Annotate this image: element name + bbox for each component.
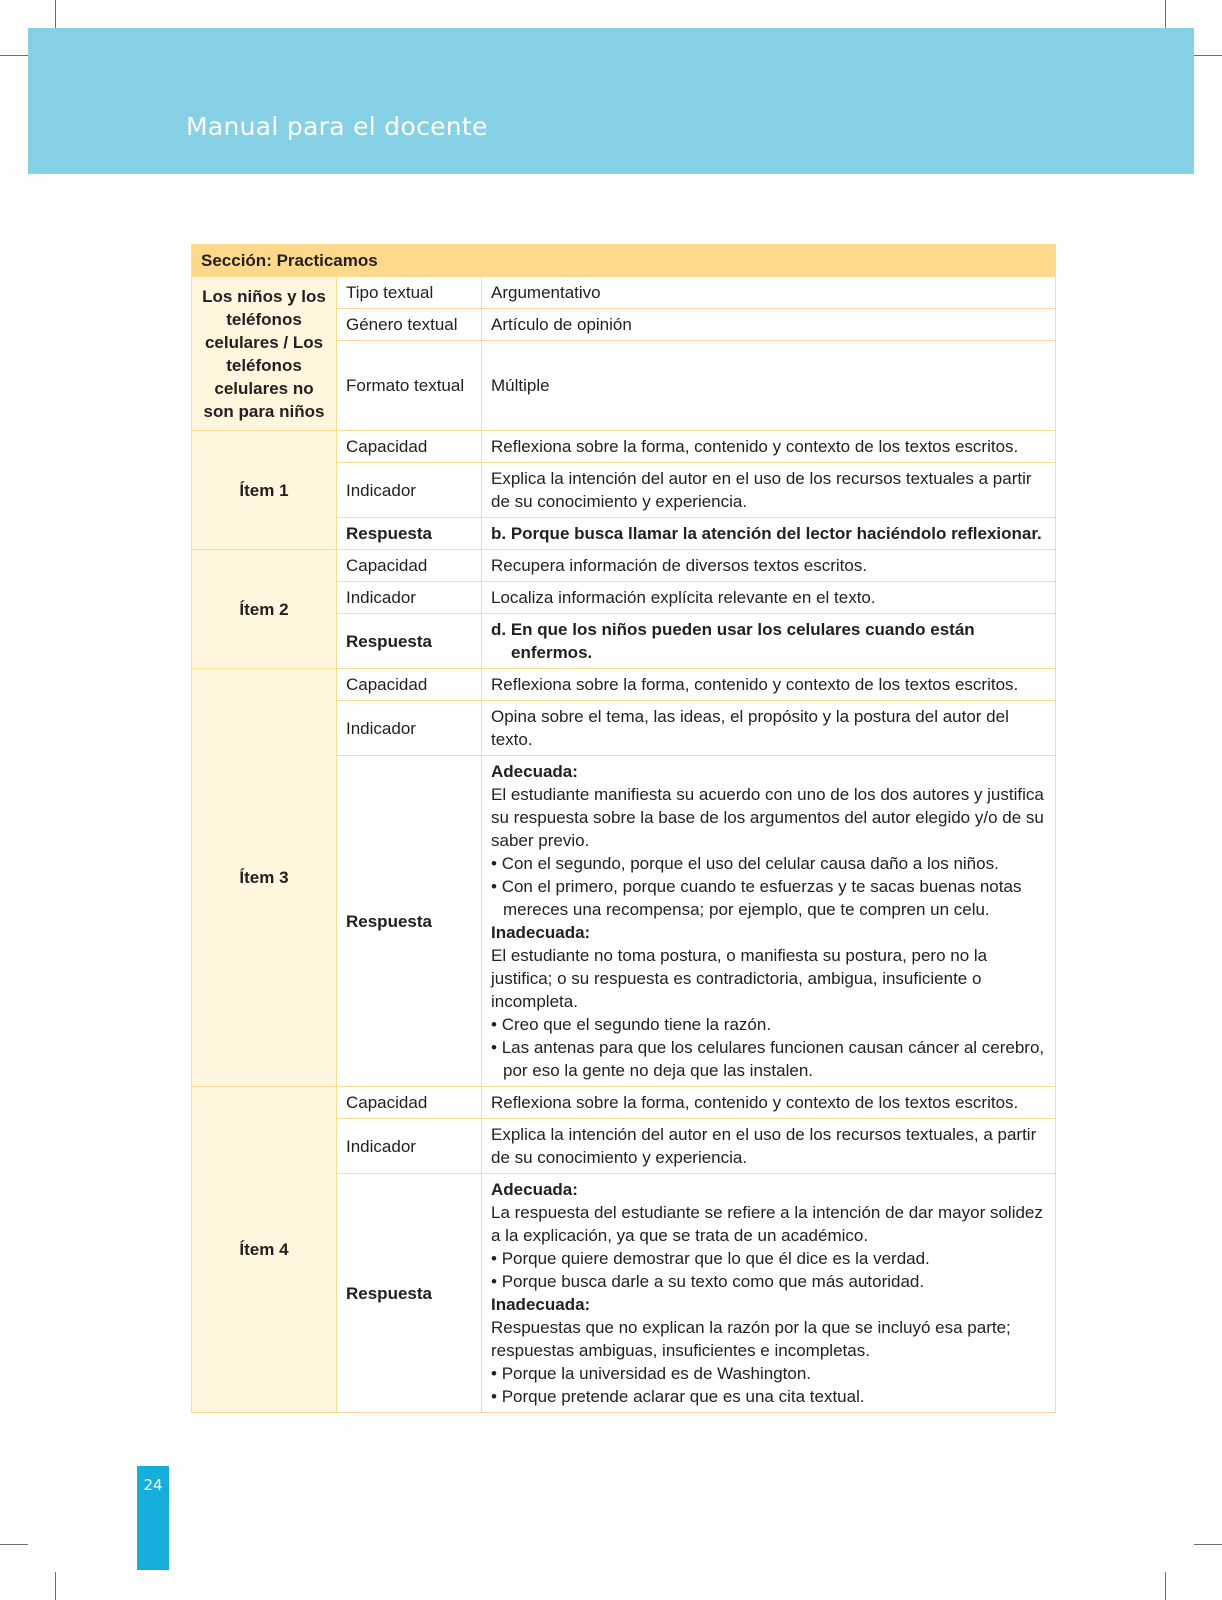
inadecuada-bullet: • Porque pretende aclarar que es una cita textual. xyxy=(491,1387,865,1406)
bullet-text: Porque busca darle a su texto como que más autoridad. xyxy=(501,1272,925,1291)
respuesta-cell xyxy=(482,756,1056,1087)
section-title: Sección: Practicamos xyxy=(192,245,1056,277)
section-header-row xyxy=(192,245,1056,277)
page-header-title: Manual para el docente xyxy=(186,112,488,141)
inadecuada-label: Inadecuada: xyxy=(491,923,591,942)
respuesta-answer: d. En que los niños pueden usar los celulares cuando están enfermos. xyxy=(491,620,975,662)
bullet-text: Creo que el segundo tiene la razón. xyxy=(501,1015,772,1034)
inadecuada-text: El estudiante no toma postura, o manifiesta su postura, pero no la justifica; o su respuesta es contradictoria, ambigua, insuficiente o incompleta. xyxy=(491,946,988,1011)
meta-row xyxy=(192,277,1056,309)
inadecuada-bullet: • Las antenas para que los celulares funcionen causan cáncer al cerebro, por eso la gente no deja que las instalen. xyxy=(491,1038,1045,1080)
crop-mark xyxy=(1194,1544,1222,1545)
adecuada-bullet: • Con el primero, porque cuando te esfuerzas y te sacas buenas notas mereces una recompensa; por ejemplo, que te compren un celu. xyxy=(491,877,1022,919)
inadecuada-label: Inadecuada: xyxy=(491,1295,591,1314)
inadecuada-bullet: • Porque la universidad es de Washington. xyxy=(491,1364,812,1383)
bullet-text: Con el segundo, porque el uso del celular causa daño a los niños. xyxy=(501,854,999,873)
indicador-value: Explica la intención del autor en el uso de los recursos textuales, a partir de su conocimiento y experiencia. xyxy=(482,1119,1056,1174)
adecuada-label: Adecuada: xyxy=(491,1180,578,1199)
respuesta-label: Respuesta xyxy=(337,1174,482,1413)
bullet-text: Con el primero, porque cuando te esfuerzas y te sacas buenas notas mereces una recompensa; por ejemplo, que te compren un celu. xyxy=(501,877,1022,919)
adecuada-bullet: • Porque quiere demostrar que lo que él dice es la verdad. xyxy=(491,1249,930,1268)
indicador-label: Indicador xyxy=(337,1119,482,1174)
page-number: 24 xyxy=(143,1476,163,1494)
page-number-tab xyxy=(137,1466,169,1570)
text-title-cell xyxy=(192,277,337,431)
bullet-text: Porque pretende aclarar que es una cita textual. xyxy=(501,1387,865,1406)
text-title: Los niños y los teléfonos celulares / Los teléfonos celulares no son para niños xyxy=(202,286,326,421)
adecuada-bullet: • Porque busca darle a su texto como que más autoridad. xyxy=(491,1272,925,1291)
respuesta-label: Respuesta xyxy=(337,756,482,1087)
respuesta-answer: b. Porque busca llamar la atención del lector haciéndolo reflexionar. xyxy=(491,524,1042,543)
item-row xyxy=(192,1087,1056,1119)
item-name: Ítem 1 xyxy=(192,431,337,550)
capacidad-value: Reflexiona sobre la forma, contenido y contexto de los textos escritos. xyxy=(482,669,1056,701)
bullet-text: Porque quiere demostrar que lo que él dice es la verdad. xyxy=(501,1249,930,1268)
respuesta-cell xyxy=(482,518,1056,550)
meta-label: Formato textual xyxy=(337,341,482,431)
adecuada-label: Adecuada: xyxy=(491,762,578,781)
respuesta-cell xyxy=(482,614,1056,669)
capacidad-value: Reflexiona sobre la forma, contenido y contexto de los textos escritos. xyxy=(482,431,1056,463)
capacidad-label: Capacidad xyxy=(337,669,482,701)
bullet-text: Porque la universidad es de Washington. xyxy=(501,1364,812,1383)
crop-mark xyxy=(1194,55,1222,56)
meta-label: Tipo textual xyxy=(337,277,482,309)
respuesta-label: Respuesta xyxy=(337,518,482,550)
item-name: Ítem 3 xyxy=(192,669,337,1087)
crop-mark xyxy=(0,1544,28,1545)
inadecuada-bullet: • Creo que el segundo tiene la razón. xyxy=(491,1015,772,1034)
crop-mark xyxy=(1165,0,1166,28)
adecuada-bullet: • Con el segundo, porque el uso del celular causa daño a los niños. xyxy=(491,854,999,873)
meta-value: Artículo de opinión xyxy=(482,309,1056,341)
indicador-value: Opina sobre el tema, las ideas, el propósito y la postura del autor del texto. xyxy=(482,701,1056,756)
capacidad-value: Reflexiona sobre la forma, contenido y contexto de los textos escritos. xyxy=(482,1087,1056,1119)
capacidad-label: Capacidad xyxy=(337,550,482,582)
adecuada-text: La respuesta del estudiante se refiere a la intención de dar mayor solidez a la explicación, ya que se trata de un académico. xyxy=(491,1203,1043,1245)
item-name: Ítem 2 xyxy=(192,550,337,669)
crop-mark xyxy=(1165,1572,1166,1600)
crop-mark xyxy=(55,0,56,28)
indicador-label: Indicador xyxy=(337,463,482,518)
item-row xyxy=(192,550,1056,582)
meta-value: Argumentativo xyxy=(482,277,1056,309)
rubric-table xyxy=(191,244,1056,1413)
crop-mark xyxy=(55,1572,56,1600)
capacidad-value: Recupera información de diversos textos escritos. xyxy=(482,550,1056,582)
indicador-value: Localiza información explícita relevante en el texto. xyxy=(482,582,1056,614)
header-band xyxy=(28,28,1194,174)
item-name: Ítem 4 xyxy=(192,1087,337,1413)
respuesta-label: Respuesta xyxy=(337,614,482,669)
indicador-label: Indicador xyxy=(337,582,482,614)
item-row xyxy=(192,431,1056,463)
respuesta-cell xyxy=(482,1174,1056,1413)
inadecuada-text: Respuestas que no explican la razón por la que se incluyó esa parte; respuestas ambiguas, insuficientes e incompletas. xyxy=(491,1318,1011,1360)
crop-mark xyxy=(0,55,28,56)
capacidad-label: Capacidad xyxy=(337,1087,482,1119)
indicador-value: Explica la intención del autor en el uso de los recursos textuales a partir de su conocimiento y experiencia. xyxy=(482,463,1056,518)
capacidad-label: Capacidad xyxy=(337,431,482,463)
meta-label: Género textual xyxy=(337,309,482,341)
meta-value: Múltiple xyxy=(482,341,1056,431)
item-row xyxy=(192,669,1056,701)
adecuada-text: El estudiante manifiesta su acuerdo con uno de los dos autores y justifica su respuesta sobre la base de los argumentos del autor elegido y/o de su saber previo. xyxy=(491,785,1044,850)
bullet-text: Las antenas para que los celulares funcionen causan cáncer al cerebro, por eso la gente no deja que las instalen. xyxy=(501,1038,1045,1080)
indicador-label: Indicador xyxy=(337,701,482,756)
